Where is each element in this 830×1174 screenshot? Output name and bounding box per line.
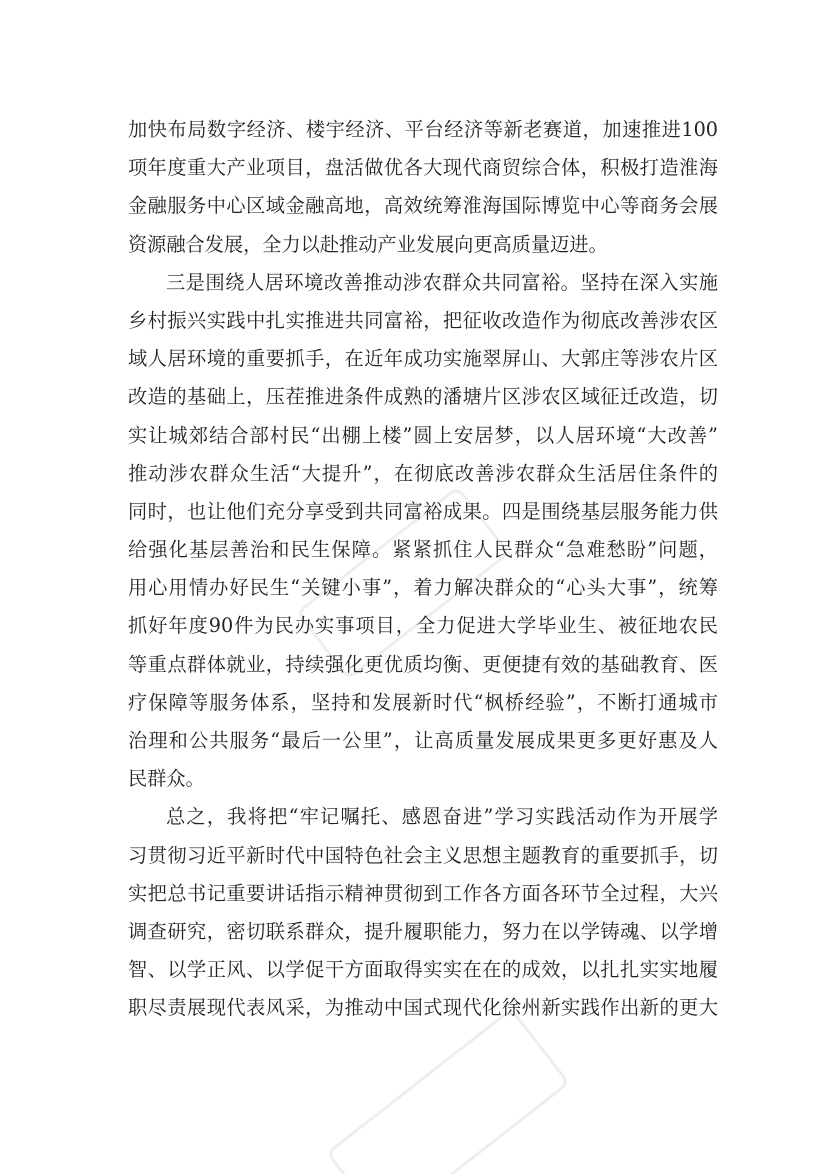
text-line: 实让城郊结合部村民“出棚上楼”圆上安居梦，以人居环境“大改善” xyxy=(128,423,718,447)
text-line: 抓好年度90件为民办实事项目，全力促进大学毕业生、被征地农民 xyxy=(128,614,718,638)
text-line: 实把总书记重要讲话指示精神贯彻到工作各方面各环节全过程，大兴 xyxy=(128,881,718,905)
text-line: 资源融合发展，全力以赴推动产业发展向更高质量迈进。 xyxy=(128,232,608,256)
text-line: 疗保障等服务体系，坚持和发展新时代“枫桥经验”，不断打通城市 xyxy=(128,690,718,714)
text-line: 改造的基础上，压茬推进条件成熟的潘塘片区涉农区域征迁改造，切 xyxy=(128,385,718,409)
text-line: 等重点群体就业，持续强化更优质均衡、更便捷有效的基础教育、医 xyxy=(128,652,718,676)
text-line: 习贯彻习近平新时代中国特色社会主义思想主题教育的重要抓手，切 xyxy=(128,843,718,867)
body-text xyxy=(128,111,718,1028)
text-line: 三是围绕人居环境改善推动涉农群众共同富裕。坚持在深入实施 xyxy=(166,270,718,294)
text-line: 金融服务中心区域金融高地，高效统筹淮海国际博览中心等商务会展 xyxy=(128,194,718,218)
text-line: 乡村振兴实践中扎实推进共同富裕，把征收改造作为彻底改善涉农区 xyxy=(128,308,718,332)
text-line: 智、以学正风、以学促干方面取得实实在在的成效，以扎扎实实地履 xyxy=(128,958,718,982)
text-line: 用心用情办好民生“关键小事”，着力解决群众的“心头大事”，统筹 xyxy=(128,576,718,600)
watermark-stamp-bottom xyxy=(325,1008,570,1174)
text-line: 推动涉农群众生活“大提升”，在彻底改善涉农群众生活居住条件的 xyxy=(128,461,718,485)
text-line: 域人居环境的重要抓手，在近年成功实施翠屏山、大郭庄等涉农片区 xyxy=(128,347,718,371)
text-line: 给强化基层善治和民生保障。紧紧抓住人民群众“急难愁盼”问题， xyxy=(128,538,718,562)
text-line: 总之，我将把“牢记嘱托、感恩奋进”学习实践活动作为开展学 xyxy=(166,805,718,829)
text-line: 职尽责展现代表风采，为推动中国式现代化徐州新实践作出新的更大 xyxy=(128,996,718,1020)
paragraph-3 xyxy=(128,798,718,1027)
paragraph-1 xyxy=(128,111,718,264)
text-line: 同时，也让他们充分享受到共同富裕成果。四是围绕基层服务能力供 xyxy=(128,499,718,523)
text-line: 民群众。 xyxy=(128,767,205,791)
paragraph-2 xyxy=(128,264,718,799)
text-line: 加快布局数字经济、楼宇经济、平台经济等新老赛道，加速推进100 xyxy=(128,118,718,141)
text-line: 治理和公共服务“最后一公里”，让高质量发展成果更多更好惠及人 xyxy=(128,729,718,752)
text-line: 调查研究，密切联系群众，提升履职能力，努力在以学铸魂、以学增 xyxy=(128,919,718,943)
text-line: 项年度重大产业项目，盘活做优各大现代商贸综合体，积极打造淮海 xyxy=(128,156,718,180)
